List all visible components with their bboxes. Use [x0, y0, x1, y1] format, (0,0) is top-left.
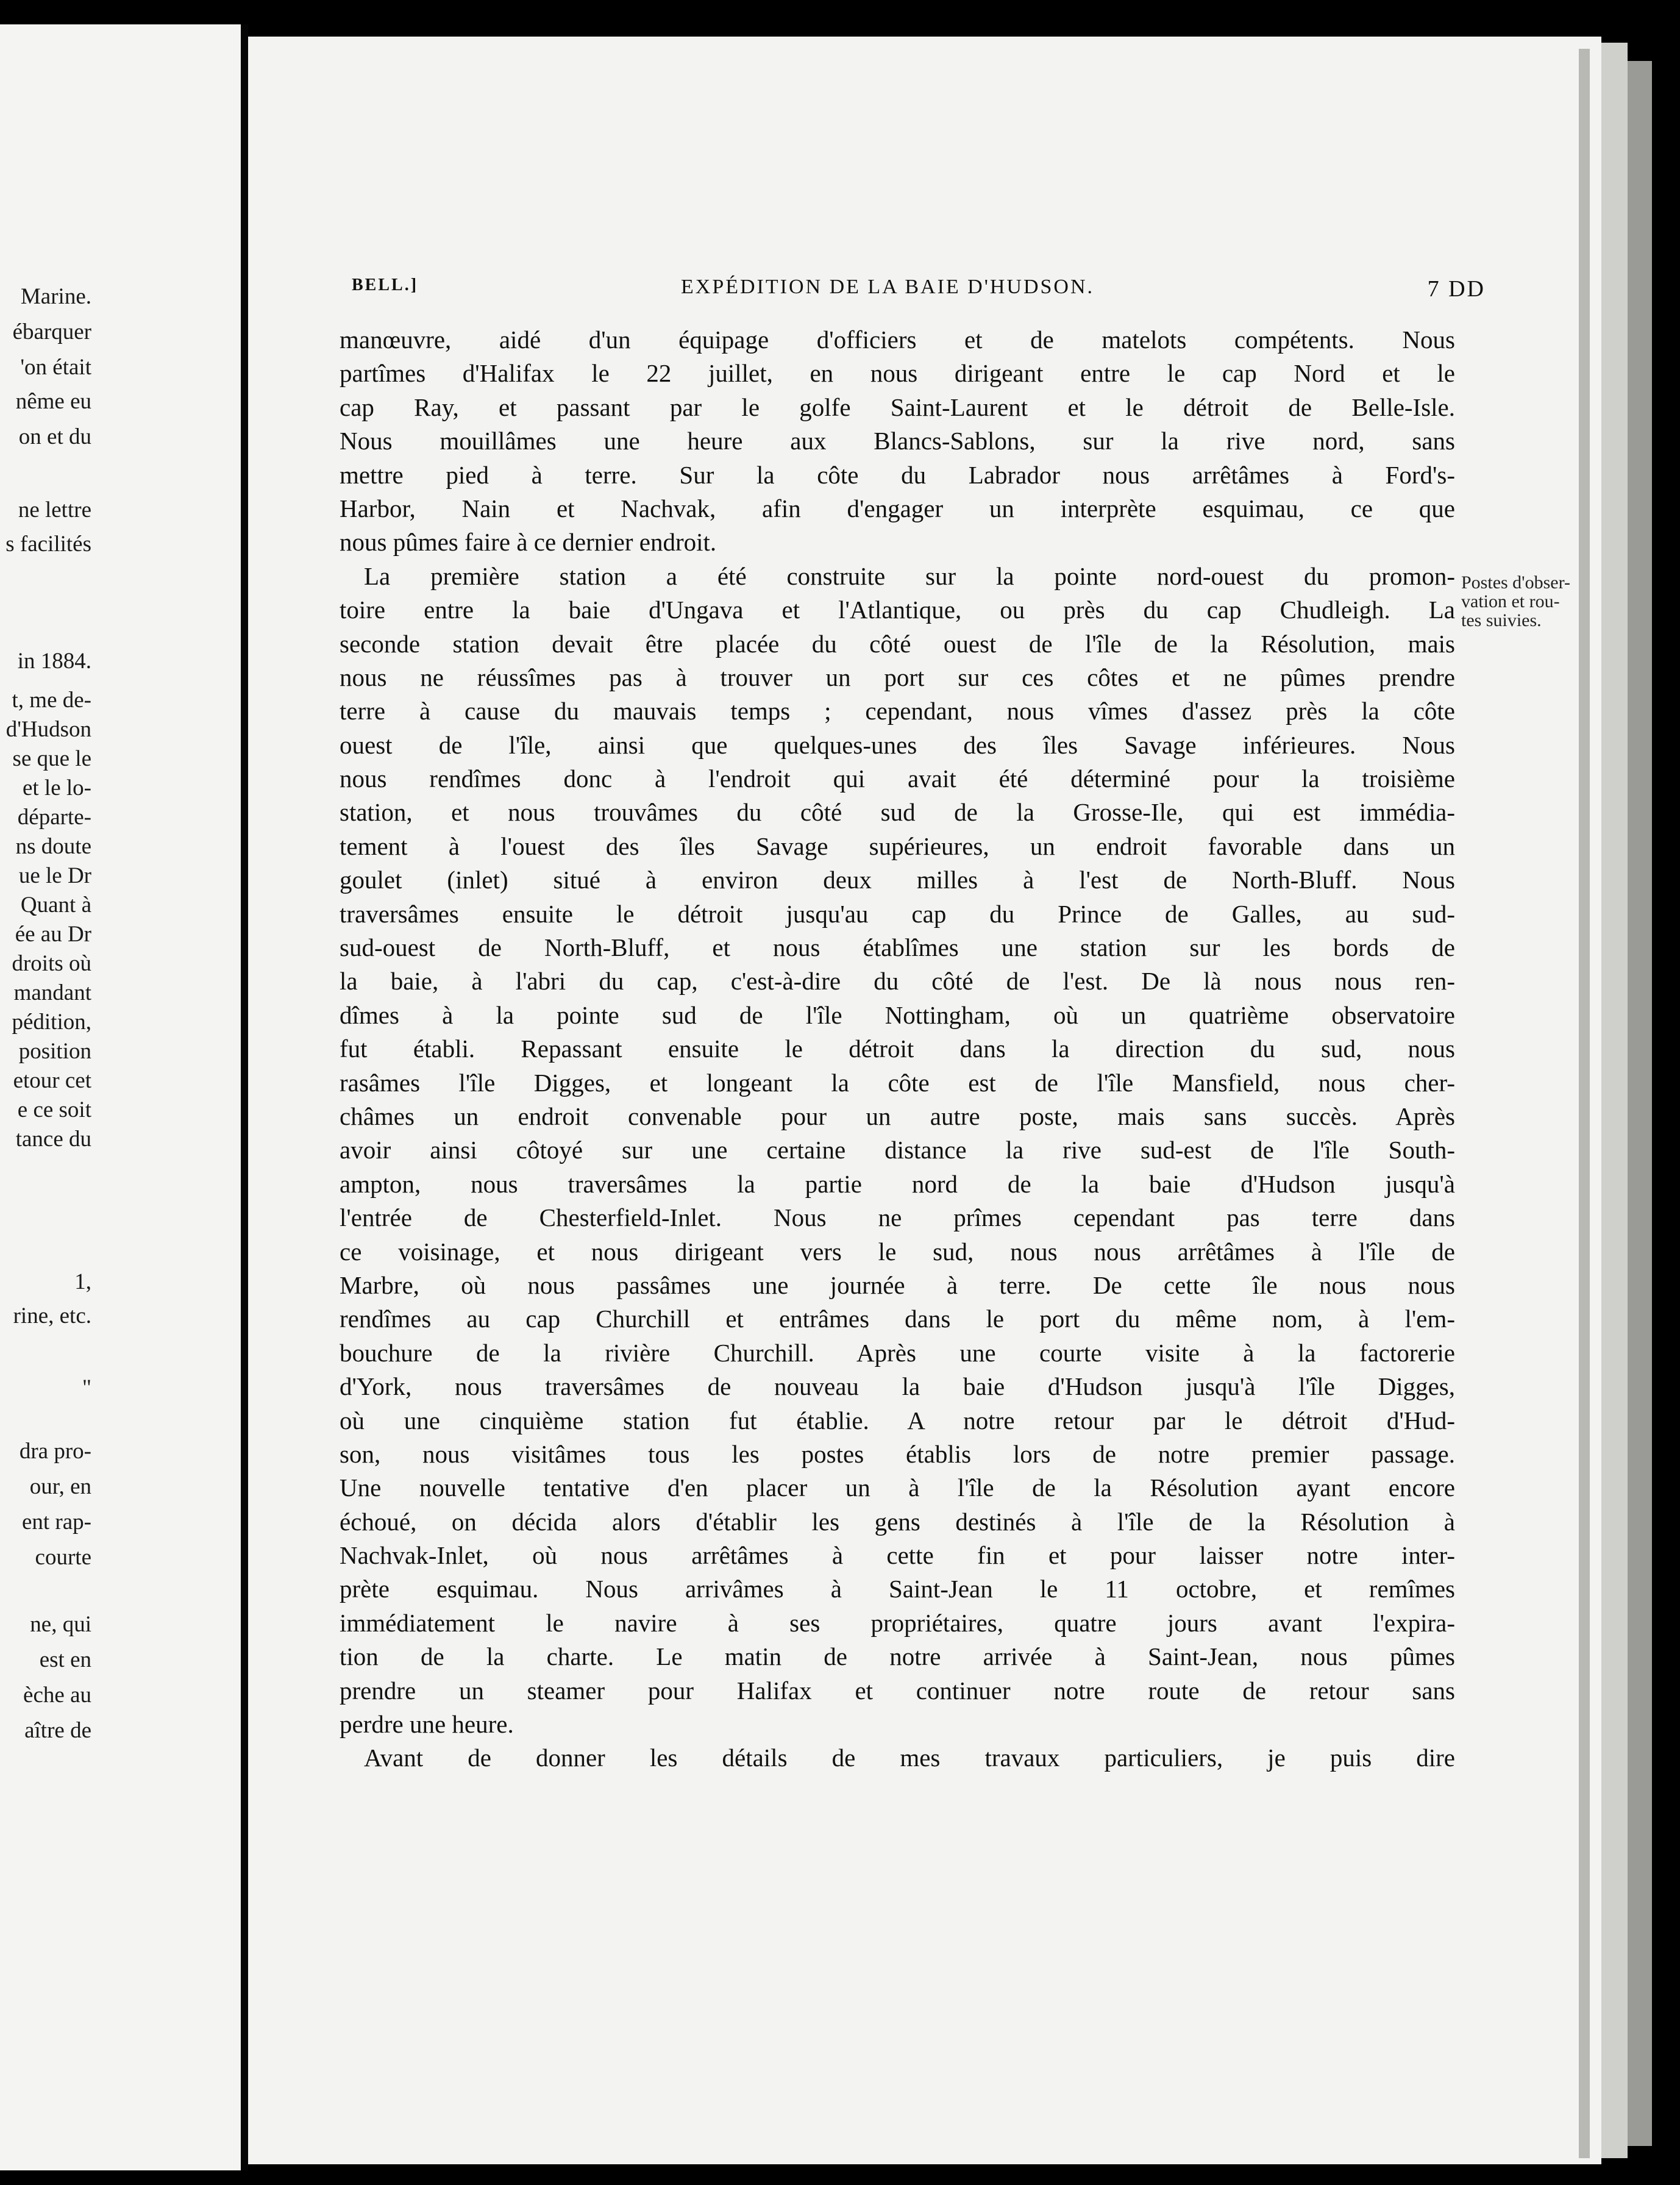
left-page-line: ns doute [15, 834, 91, 859]
body-line: prète esquimau. Nous arrivâmes à Saint-Jean le 11 octobre, et remîmes [340, 1575, 1455, 1603]
left-page-line: et le lo- [22, 775, 91, 800]
body-line: station, et nous trouvâmes du côté sud de la Grosse-Ile, qui est immédia- [340, 798, 1455, 827]
body-line: prendre un steamer pour Halifax et continuer notre route de retour sans [340, 1676, 1455, 1705]
left-page-line: courte [35, 1545, 91, 1570]
body-line: nous pûmes faire à ce dernier endroit. [340, 528, 717, 557]
left-page-line: on et du [18, 424, 91, 449]
body-line: traversâmes ensuite le détroit jusqu'au cap du Prince de Galles, au sud- [340, 899, 1455, 928]
body-line: Nous mouillâmes une heure aux Blancs-Sablons, sur la rive nord, sans [340, 427, 1455, 455]
left-page-line: pédition, [12, 1010, 91, 1035]
body-line: rendîmes au cap Churchill et entrâmes dans le port du même nom, à l'em- [340, 1305, 1455, 1333]
left-page-line: départe- [17, 805, 91, 830]
body-line: où une cinquième station fut établie. A notre retour par le détroit d'Hud- [340, 1406, 1455, 1435]
header-author: BELL.] [352, 276, 419, 294]
left-page-line: ébarquer [12, 319, 91, 344]
left-page-line: our, en [29, 1474, 91, 1499]
body-line: mettre pied à terre. Sur la côte du Labrador nous arrêtâmes à Ford's- [340, 460, 1455, 489]
left-page-line: èche au [23, 1683, 91, 1708]
left-page-line: tance du [15, 1127, 91, 1152]
left-page-line: ue le Dr [18, 863, 91, 888]
left-page-line: nême eu [15, 389, 91, 414]
body-line: La première station a été construite sur la pointe nord-ouest du promon- [364, 561, 1455, 590]
book-gutter [241, 24, 248, 2170]
body-line: partîmes d'Halifax le 22 juillet, en nous dirigeant entre le cap Nord et le [340, 359, 1455, 388]
header-title: EXPÉDITION DE LA BAIE D'HUDSON. [681, 276, 1095, 298]
body-line: sud-ouest de North-Bluff, et nous établîmes une station sur les bords de [340, 933, 1455, 962]
left-page-line: etour cet [13, 1068, 91, 1093]
left-page-line: in 1884. [17, 649, 91, 674]
current-page [248, 37, 1601, 2164]
body-line: l'entrée de Chesterfield-Inlet. Nous ne prîmes cependant pas terre dans [340, 1203, 1455, 1232]
body-text [340, 323, 1455, 1775]
left-page-line: s facilités [5, 532, 91, 557]
left-page-line: est en [39, 1647, 91, 1672]
body-line: Nachvak-Inlet, où nous arrêtâmes à cette fin et pour laisser notre inter- [340, 1541, 1455, 1570]
body-line: ouest de l'île, ainsi que quelques-unes des îles Savage inférieures. Nous [340, 730, 1455, 759]
body-line: rasâmes l'île Digges, et longeant la côte est de l'île Mansfield, nous cher- [340, 1068, 1455, 1097]
margin-note-line: Postes d'obser- [1461, 572, 1570, 593]
body-line: manœuvre, aidé d'un équipage d'officiers et de matelots compétents. Nous [340, 326, 1455, 354]
left-page-line: e ce soit [17, 1097, 91, 1122]
body-line: tion de la charte. Le matin de notre arrivée à Saint-Jean, nous pûmes [340, 1642, 1455, 1671]
left-page-line: Quant à [20, 893, 91, 918]
previous-page [0, 24, 241, 2170]
body-line: seconde station devait être placée du côté ouest de l'île de la Résolution, mais [340, 629, 1455, 658]
body-line: terre à cause du mauvais temps ; cependant, nous vîmes d'assez près la côte [340, 697, 1455, 725]
page-number: 7 DD [1427, 276, 1486, 302]
body-line: son, nous visitâmes tous les postes établis lors de notre premier passage. [340, 1439, 1455, 1468]
body-line: nous rendîmes donc à l'endroit qui avait été déterminé pour la troisième [340, 765, 1455, 793]
left-page-line: 1, [74, 1269, 91, 1294]
body-line: cap Ray, et passant par le golfe Saint-Laurent et le détroit de Belle-Isle. [340, 393, 1455, 421]
body-line: toire entre la baie d'Ungava et l'Atlantique, ou près du cap Chudleigh. La [340, 596, 1455, 624]
body-line: ampton, nous traversâmes la partie nord de la baie d'Hudson jusqu'à [340, 1169, 1455, 1198]
running-header [352, 276, 1486, 306]
left-page-line: aître de [24, 1718, 91, 1743]
left-page-line: mandant [13, 980, 91, 1005]
body-line: perdre une heure. [340, 1710, 514, 1739]
left-page-line: 'on était [20, 355, 91, 380]
left-page-line: d'Hudson [5, 717, 91, 742]
body-line: dîmes à la pointe sud de l'île Nottingham, où un quatrième observatoire [340, 1000, 1455, 1029]
body-line: immédiatement le navire à ses propriétaires, quatre jours avant l'expira- [340, 1608, 1455, 1637]
body-line: avoir ainsi côtoyé sur une certaine distance la rive sud-est de l'île South- [340, 1136, 1455, 1164]
body-line: bouchure de la rivière Churchill. Après une courte visite à la factorerie [340, 1338, 1455, 1367]
body-line: ce voisinage, et nous dirigeant vers le sud, nous nous arrêtâmes à l'île de [340, 1237, 1455, 1266]
body-line: Avant de donner les détails de mes travaux particuliers, je puis dire [364, 1744, 1455, 1772]
left-page-line: " [82, 1375, 91, 1400]
left-page-line: position [18, 1039, 91, 1064]
body-line: goulet (inlet) situé à environ deux milles à l'est de North-Bluff. Nous [340, 866, 1455, 894]
left-page-line: dra pro- [19, 1439, 91, 1464]
body-line: tement à l'ouest des îles Savage supérieures, un endroit favorable dans un [340, 832, 1455, 860]
left-page-line: Marine. [20, 284, 91, 309]
body-line: Marbre, où nous passâmes une journée à terre. De cette île nous nous [340, 1271, 1455, 1299]
left-page-line: ne, qui [30, 1612, 91, 1637]
body-line: châmes un endroit convenable pour un autre poste, mais sans succès. Après [340, 1102, 1455, 1130]
left-page-line: ée au Dr [15, 922, 91, 947]
body-line: nous ne réussîmes pas à trouver un port sur ces côtes et ne pûmes prendre [340, 663, 1455, 691]
page-edge [1579, 49, 1590, 2158]
body-line: d'York, nous traversâmes de nouveau la baie d'Hudson jusqu'à l'île Digges, [340, 1372, 1455, 1401]
left-page-line: ne lettre [18, 497, 91, 522]
left-page-line: t, me de- [12, 688, 91, 713]
left-page-line: ent rap- [21, 1510, 91, 1534]
body-line: fut établi. Repassant ensuite le détroit dans la direction du sud, nous [340, 1035, 1455, 1063]
margin-note-line: vation et rou- [1461, 591, 1560, 611]
body-line: la baie, à l'abri du cap, c'est-à-dire du côté de l'est. De là nous nous ren- [340, 967, 1455, 996]
body-line: Harbor, Nain et Nachvak, afin d'engager un interprète esquimau, ce que [340, 494, 1455, 522]
left-page-line: rine, etc. [13, 1303, 91, 1328]
body-line: Une nouvelle tentative d'en placer un à l'île de la Résolution ayant encore [340, 1474, 1455, 1502]
left-page-line: se que le [12, 746, 91, 771]
left-page-line: droits où [12, 951, 91, 976]
body-line: échoué, on décida alors d'établir les gens destinés à l'île de la Résolution à [340, 1507, 1455, 1536]
margin-note-line: tes suivies. [1461, 610, 1542, 630]
